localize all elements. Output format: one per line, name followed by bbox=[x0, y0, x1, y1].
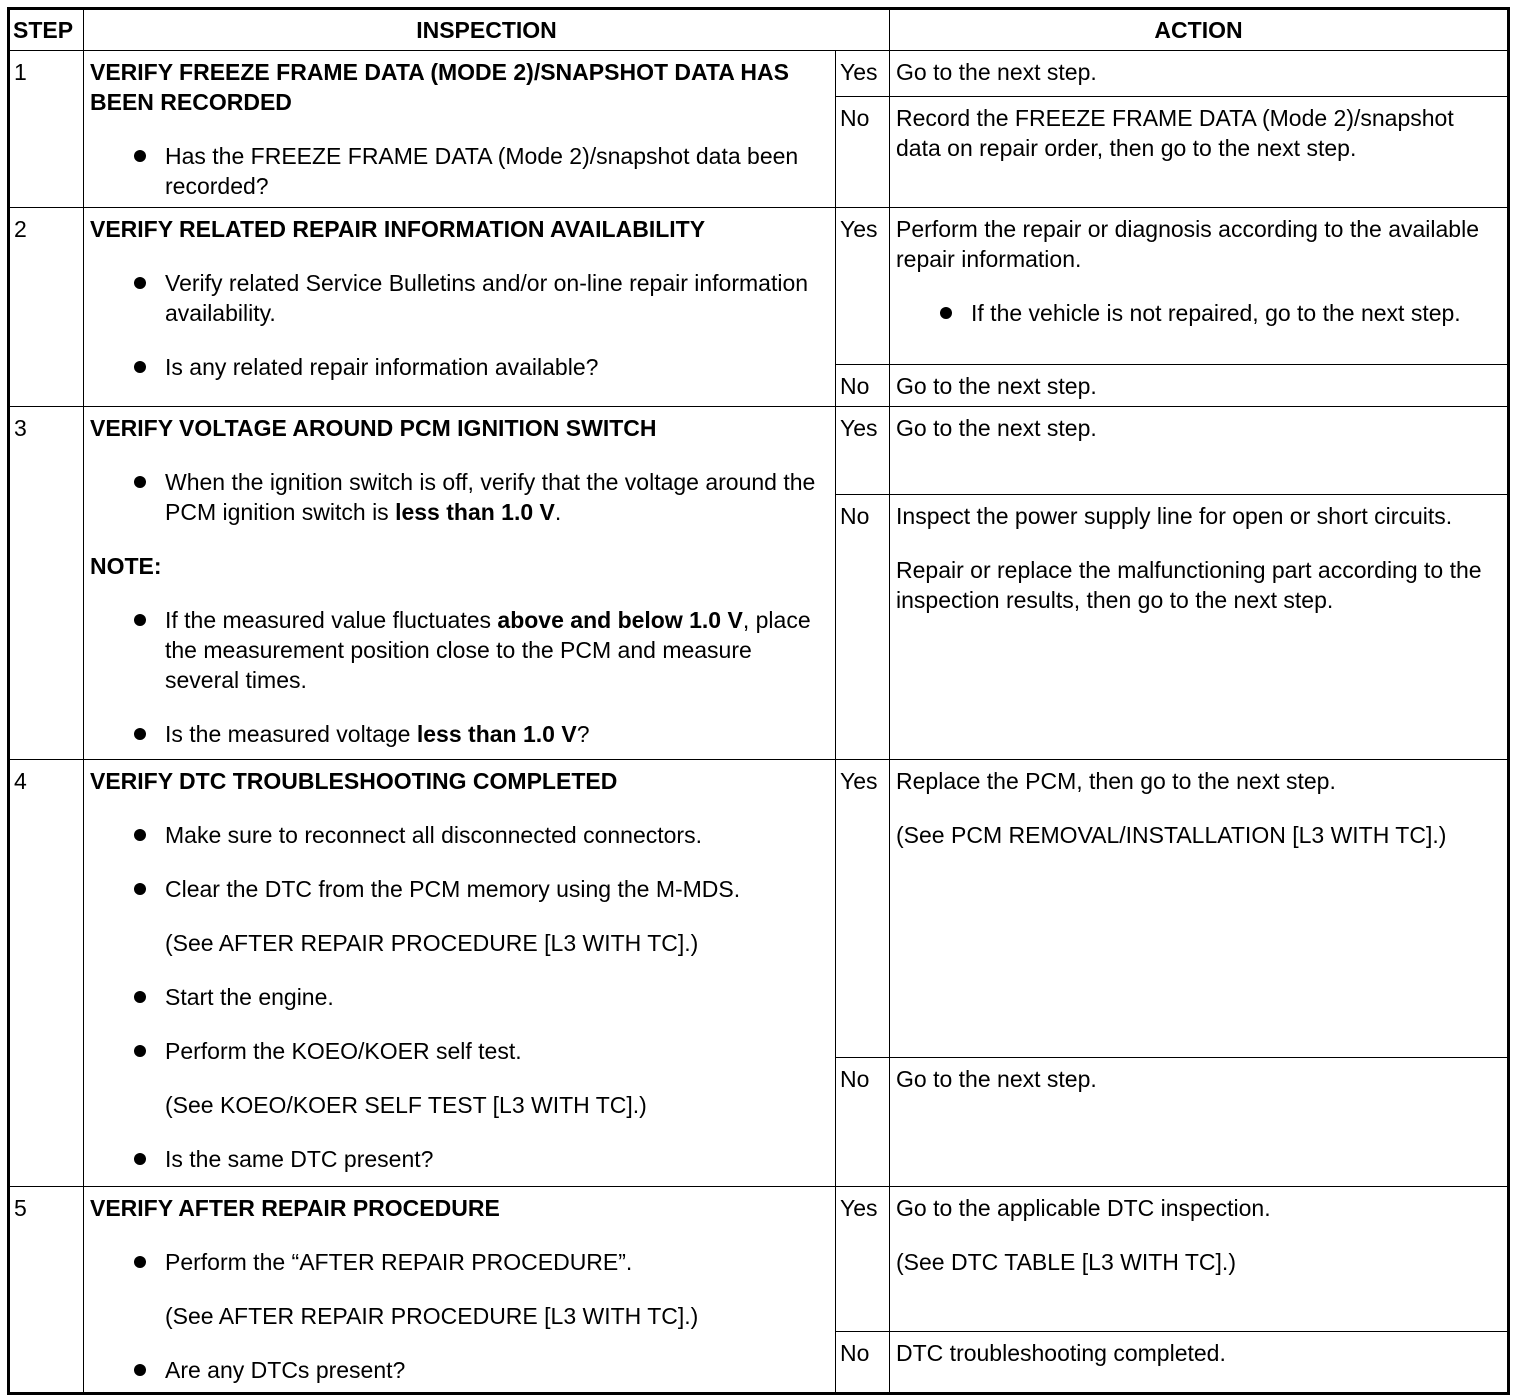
no-label: No bbox=[836, 495, 890, 760]
action-yes: Replace the PCM, then go to the next step. bbox=[896, 768, 1336, 794]
action-no: Inspect the power supply line for open or short circuits. bbox=[896, 503, 1453, 529]
inspection-bullet: When the ignition switch is off, verify that the voltage around the PCM ignition switch is less than 1.0 V. bbox=[90, 467, 829, 527]
action-no: Go to the next step. bbox=[890, 365, 1509, 407]
action-yes: Go to the next step. bbox=[890, 51, 1509, 97]
inspection-bullet: Start the engine. bbox=[90, 982, 829, 1012]
table-row bbox=[9, 760, 1509, 1058]
action-yes-cell bbox=[890, 760, 1509, 1058]
troubleshooting-table bbox=[7, 7, 1510, 1395]
inspection-cell bbox=[84, 51, 836, 208]
inspection-reference: (See KOEO/KOER SELF TEST [L3 WITH TC].) bbox=[165, 1092, 647, 1118]
table-row bbox=[9, 407, 1509, 495]
action-no-detail: Repair or replace the malfunctioning part according to the inspection results, then go to the next step. bbox=[896, 557, 1482, 613]
action-yes: Go to the next step. bbox=[890, 407, 1509, 495]
inspection-bullet: Has the FREEZE FRAME DATA (Mode 2)/snapshot data been recorded? bbox=[90, 141, 829, 201]
inspection-bullet: Verify related Service Bulletins and/or on-line repair information availability. bbox=[90, 268, 829, 328]
action-yes-cell bbox=[890, 208, 1509, 365]
header-action: ACTION bbox=[890, 9, 1509, 51]
header-row bbox=[9, 9, 1509, 51]
header-step: STEP bbox=[9, 9, 84, 51]
note-label: NOTE: bbox=[90, 553, 162, 579]
yes-label: Yes bbox=[836, 208, 890, 365]
action-no: DTC troubleshooting completed. bbox=[890, 1332, 1509, 1394]
inspection-reference: (See AFTER REPAIR PROCEDURE [L3 WITH TC].) bbox=[165, 930, 699, 956]
action-no: Go to the next step. bbox=[890, 1058, 1509, 1187]
yes-label: Yes bbox=[836, 760, 890, 1058]
inspection-bullet: Clear the DTC from the PCM memory using the M-MDS. bbox=[90, 874, 829, 904]
no-label: No bbox=[836, 97, 890, 208]
action-reference: (See DTC TABLE [L3 WITH TC].) bbox=[896, 1249, 1236, 1275]
inspection-reference: (See AFTER REPAIR PROCEDURE [L3 WITH TC].) bbox=[165, 1303, 699, 1329]
inspection-bullet: Is any related repair information available? bbox=[90, 352, 829, 382]
table-row bbox=[9, 208, 1509, 365]
inspection-cell bbox=[84, 1187, 836, 1394]
inspection-bullet: Are any DTCs present? bbox=[90, 1355, 829, 1385]
action-yes: Perform the repair or diagnosis according to the available repair information. bbox=[896, 216, 1480, 272]
step-number: 1 bbox=[9, 51, 84, 208]
inspection-bullet: If the measured value fluctuates above and below 1.0 V, place the measurement position close to the PCM and measure several times. bbox=[90, 605, 829, 695]
inspection-bullet: Is the measured voltage less than 1.0 V? bbox=[90, 719, 829, 749]
inspection-cell bbox=[84, 760, 836, 1187]
step-number: 4 bbox=[9, 760, 84, 1187]
table-row bbox=[9, 51, 1509, 97]
inspection-title: VERIFY AFTER REPAIR PROCEDURE bbox=[90, 1195, 500, 1221]
no-label: No bbox=[836, 365, 890, 407]
table-row bbox=[9, 1187, 1509, 1332]
yes-label: Yes bbox=[836, 407, 890, 495]
inspection-title: VERIFY DTC TROUBLESHOOTING COMPLETED bbox=[90, 768, 618, 794]
inspection-bullet: Make sure to reconnect all disconnected connectors. bbox=[90, 820, 829, 850]
action-yes-cell bbox=[890, 1187, 1509, 1332]
header-inspection: INSPECTION bbox=[84, 9, 890, 51]
yes-label: Yes bbox=[836, 51, 890, 97]
step-number: 3 bbox=[9, 407, 84, 760]
inspection-cell bbox=[84, 208, 836, 407]
inspection-title: VERIFY FREEZE FRAME DATA (MODE 2)/SNAPSHOT DATA HAS BEEN RECORDED bbox=[90, 59, 789, 115]
step-number: 5 bbox=[9, 1187, 84, 1394]
action-no-cell bbox=[890, 495, 1509, 760]
inspection-title: VERIFY RELATED REPAIR INFORMATION AVAILABILITY bbox=[90, 216, 706, 242]
yes-label: Yes bbox=[836, 1187, 890, 1332]
action-bullet: If the vehicle is not repaired, go to the next step. bbox=[896, 298, 1503, 328]
inspection-bullet: Perform the KOEO/KOER self test. bbox=[90, 1036, 829, 1066]
action-no: Record the FREEZE FRAME DATA (Mode 2)/snapshot data on repair order, then go to the next step. bbox=[890, 97, 1509, 208]
inspection-bullet: Is the same DTC present? bbox=[90, 1144, 829, 1174]
inspection-bullet: Perform the “AFTER REPAIR PROCEDURE”. bbox=[90, 1247, 829, 1277]
action-reference: (See PCM REMOVAL/INSTALLATION [L3 WITH TC].) bbox=[896, 822, 1447, 848]
step-number: 2 bbox=[9, 208, 84, 407]
inspection-title: VERIFY VOLTAGE AROUND PCM IGNITION SWITCH bbox=[90, 415, 657, 441]
no-label: No bbox=[836, 1058, 890, 1187]
action-yes: Go to the applicable DTC inspection. bbox=[896, 1195, 1271, 1221]
inspection-cell bbox=[84, 407, 836, 760]
no-label: No bbox=[836, 1332, 890, 1394]
